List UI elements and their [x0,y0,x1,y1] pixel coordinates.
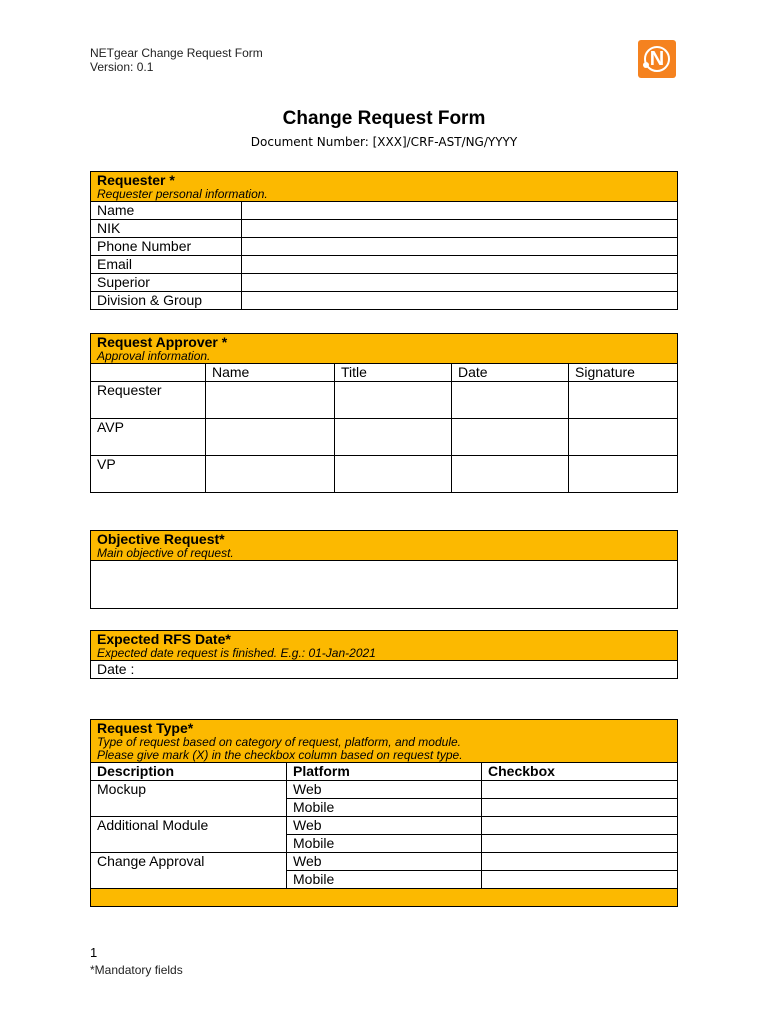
approver-cell[interactable] [452,456,569,493]
requester-row-label: Superior [91,274,242,292]
platform-label: Web [287,781,482,799]
approver-cell[interactable] [335,382,452,419]
objective-header [91,531,678,561]
requester-row-label: Email [91,256,242,274]
approver-cell[interactable] [569,382,678,419]
approver-cell[interactable] [335,456,452,493]
rfs-date-cell[interactable]: Date : [91,661,678,679]
approver-row-label: Requester [91,382,206,419]
objective-section [90,530,678,609]
approver-col-name: Name [206,364,335,382]
footnote-number: 1 [90,945,98,960]
approver-title: Request Approver * [97,334,228,350]
platform-label: Mobile [287,835,482,853]
requester-row-label: Phone Number [91,238,242,256]
version: Version: 0.1 [90,60,154,74]
platform-label: Web [287,817,482,835]
platform-label: Web [287,853,482,871]
checkbox-cell[interactable] [482,853,678,871]
request-type-description: Mockup [91,781,287,817]
approver-cell[interactable] [452,382,569,419]
approver-section [90,333,678,493]
page-title: Change Request Form [282,108,486,129]
checkbox-cell[interactable] [482,781,678,799]
page-header [90,46,263,74]
approver-header [91,334,678,364]
request-type-title: Request Type* [97,720,194,736]
rfs-desc: Expected date request is finished. E.g.: 01-Jan-2021 [97,646,376,660]
request-type-section [90,719,678,907]
objective-desc: Main objective of request. [97,546,234,560]
request-type-desc-1: Type of request based on category of request, platform, and module. [97,735,461,749]
approver-cell[interactable] [206,419,335,456]
approver-cell[interactable] [335,419,452,456]
phone-value-cell[interactable] [242,238,678,256]
division-value-cell[interactable] [242,292,678,310]
approver-cell[interactable] [206,456,335,493]
rfs-header [91,631,678,661]
approver-desc: Approval information. [97,349,211,363]
checkbox-cell[interactable] [482,835,678,853]
approver-col-blank [91,364,206,382]
footnote-text: *Mandatory fields [90,963,183,977]
logo-letter: N [649,48,665,70]
approver-cell[interactable] [569,456,678,493]
name-value-cell[interactable] [242,202,678,220]
objective-input-cell[interactable] [91,561,678,609]
request-type-header [91,720,678,763]
approver-cell[interactable] [206,382,335,419]
col-description: Description [91,763,287,781]
rfs-section [90,630,678,679]
nik-value-cell[interactable] [242,220,678,238]
approver-cell[interactable] [452,419,569,456]
rfs-title: Expected RFS Date* [97,631,231,647]
netgear-logo-icon [638,40,676,78]
approver-cell[interactable] [569,419,678,456]
platform-label: Mobile [287,799,482,817]
requester-header [91,172,678,202]
col-platform: Platform [287,763,482,781]
email-value-cell[interactable] [242,256,678,274]
requester-desc: Requester personal information. [97,187,268,201]
checkbox-cell[interactable] [482,817,678,835]
col-checkbox: Checkbox [482,763,678,781]
approver-row-label: AVP [91,419,206,456]
request-type-description: Additional Module [91,817,287,853]
request-type-footer-bar [91,889,678,907]
checkbox-cell[interactable] [482,871,678,889]
objective-title: Objective Request* [97,531,225,547]
request-type-description: Change Approval [91,853,287,889]
requester-title: Requester * [97,172,175,188]
requester-section [90,171,678,310]
checkbox-cell[interactable] [482,799,678,817]
approver-col-date: Date [452,364,569,382]
form-name: NETgear Change Request Form [90,46,263,60]
requester-row-label: Division & Group [91,292,242,310]
requester-row-label: NIK [91,220,242,238]
approver-col-signature: Signature [569,364,678,382]
request-type-desc-2: Please give mark (X) in the checkbox column based on request type. [97,748,463,762]
approver-row-label: VP [91,456,206,493]
approver-col-title: Title [335,364,452,382]
superior-value-cell[interactable] [242,274,678,292]
document-number: Document Number: [XXX]/CRF-AST/NG/YYYY [250,135,518,149]
platform-label: Mobile [287,871,482,889]
requester-row-label: Name [91,202,242,220]
